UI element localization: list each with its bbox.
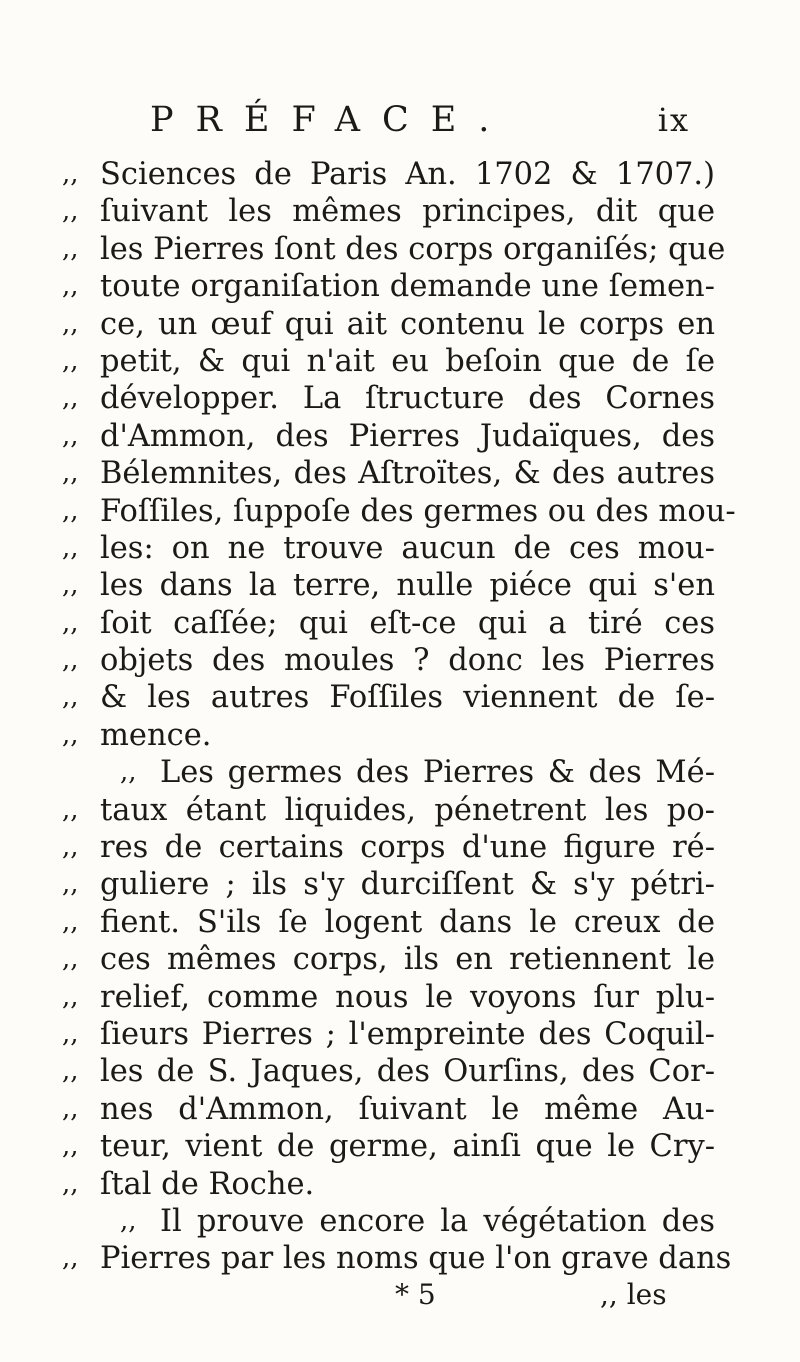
text-line [0, 754, 800, 791]
line-text: les: on ne trouve aucun de ces mou- [100, 530, 715, 566]
text-line [0, 567, 800, 604]
quote-mark: ,, [62, 308, 79, 339]
line-text: ſtal de Roche. [100, 1166, 315, 1202]
header-title: PRÉFACE. [150, 100, 512, 140]
quote-mark: ,, [120, 757, 137, 788]
text-line [0, 1053, 800, 1090]
text-line [0, 605, 800, 642]
text-line [0, 1240, 800, 1277]
quote-mark: ,, [62, 906, 79, 937]
line-text: Il prouve encore la végétation des [160, 1203, 715, 1239]
line-text: ſuivant les mêmes principes, dit que [100, 194, 715, 230]
line-text: ces mêmes corps, ils en retiennent le [100, 942, 715, 978]
quote-mark: ,, [62, 1131, 79, 1162]
quote-mark: ,, [120, 1205, 137, 1236]
text-line [0, 530, 800, 567]
text-line [0, 679, 800, 716]
text-line [0, 642, 800, 679]
line-text: fient. S'ils ſe logent dans le creux de [100, 904, 715, 940]
quote-mark: ,, [62, 1243, 79, 1274]
quote-mark: ,, [62, 271, 79, 302]
line-text: développer. La ſtructure des Cornes [100, 381, 715, 417]
text-line [0, 380, 800, 417]
line-text: Sciences de Paris An. 1702 & 1707.) [100, 157, 715, 192]
text-line [0, 1091, 800, 1128]
text-line [0, 829, 800, 866]
line-text: Les germes des Pierres & des Mé- [160, 755, 715, 791]
text-line [0, 979, 800, 1016]
text-line [0, 792, 800, 829]
running-header [150, 90, 690, 150]
line-text: Foſſiles, ſuppoſe des germes ou des mou- [100, 493, 736, 529]
line-text: guliere ; ils s'y durciſſent & s'y pétri- [100, 867, 715, 903]
line-text: Bélemnites, des Aſtroïtes, & des autres [100, 456, 715, 492]
line-text: d'Ammon, des Pierres Judaïques, des [100, 418, 715, 454]
text-line [0, 156, 800, 193]
quote-mark: ,, [62, 1056, 79, 1087]
line-text: les de S. Jaques, des Ourſins, des Cor- [100, 1054, 715, 1090]
line-text: & les autres Foſſiles viennent de ſe- [100, 680, 715, 716]
text-line [0, 717, 800, 754]
quote-mark: ,, [62, 607, 79, 638]
text-line [0, 231, 800, 268]
line-text: les dans la terre, nulle piéce qui s'en [100, 568, 715, 604]
line-text: toute organiſation demande une ſemen- [100, 269, 715, 305]
line-text: taux étant liquides, pénetrent les po- [100, 792, 715, 828]
text-line [0, 866, 800, 903]
text-line [0, 455, 800, 492]
text-line [0, 1166, 800, 1203]
line-text: ſieurs Pierres ; l'empreinte des Coquil- [100, 1016, 715, 1052]
page-footer [0, 1275, 800, 1315]
line-text: relief, comme nous le voyons ſur plu- [100, 979, 715, 1015]
line-text: ce, un œuf qui ait contenu le corps en [100, 306, 715, 342]
quote-mark: ,, [62, 869, 79, 900]
text-line [0, 904, 800, 941]
text-line [0, 268, 800, 305]
text-line [0, 493, 800, 530]
quote-mark: ,, [62, 570, 79, 601]
quote-mark: ,, [62, 345, 79, 376]
text-line [0, 343, 800, 380]
text-line [0, 1128, 800, 1165]
quote-mark: ,, [62, 832, 79, 863]
quote-mark: ,, [62, 458, 79, 489]
quote-mark: ,, [62, 196, 79, 227]
quote-mark: ,, [62, 233, 79, 264]
text-line [0, 193, 800, 230]
line-text: teur, vient de germe, ainſi que le Cry- [100, 1129, 715, 1165]
quote-mark: ,, [62, 495, 79, 526]
quote-mark: ,, [62, 532, 79, 563]
line-text: res de certains corps d'une figure ré- [100, 830, 715, 866]
quote-mark: ,, [62, 383, 79, 414]
catchword: ,, les [600, 1278, 667, 1311]
quote-mark: ,, [62, 1018, 79, 1049]
text-line [0, 306, 800, 343]
text-line [0, 941, 800, 978]
quote-mark: ,, [62, 944, 79, 975]
line-text: les Pierres ſont des corps organiſés; que [100, 231, 726, 267]
quote-mark: ,, [62, 159, 79, 189]
line-text: nes d'Ammon, ſuivant le même Au- [100, 1091, 715, 1127]
quote-mark: ,, [62, 981, 79, 1012]
text-line [0, 1016, 800, 1053]
line-text: ſoit caſſée; qui eſt-ce qui a tiré ces [100, 605, 715, 641]
quote-mark: ,, [62, 794, 79, 825]
line-text: Pierres par les noms que l'on grave dans [100, 1241, 732, 1277]
quote-mark: ,, [62, 1168, 79, 1199]
line-text: petit, & qui n'ait eu beſoin que de ſe [100, 343, 715, 379]
quote-mark: ,, [62, 719, 79, 750]
page-number: ix [657, 101, 690, 139]
line-text: mence. [100, 717, 212, 753]
quote-mark: ,, [62, 645, 79, 676]
body-text [0, 156, 800, 1278]
signature-mark: * 5 [395, 1278, 436, 1311]
quote-mark: ,, [62, 420, 79, 451]
line-text: objets des moules ? donc les Pierres [100, 643, 715, 679]
text-line [0, 1203, 800, 1240]
quote-mark: ,, [62, 682, 79, 713]
quote-mark: ,, [62, 1093, 79, 1124]
text-line [0, 418, 800, 455]
